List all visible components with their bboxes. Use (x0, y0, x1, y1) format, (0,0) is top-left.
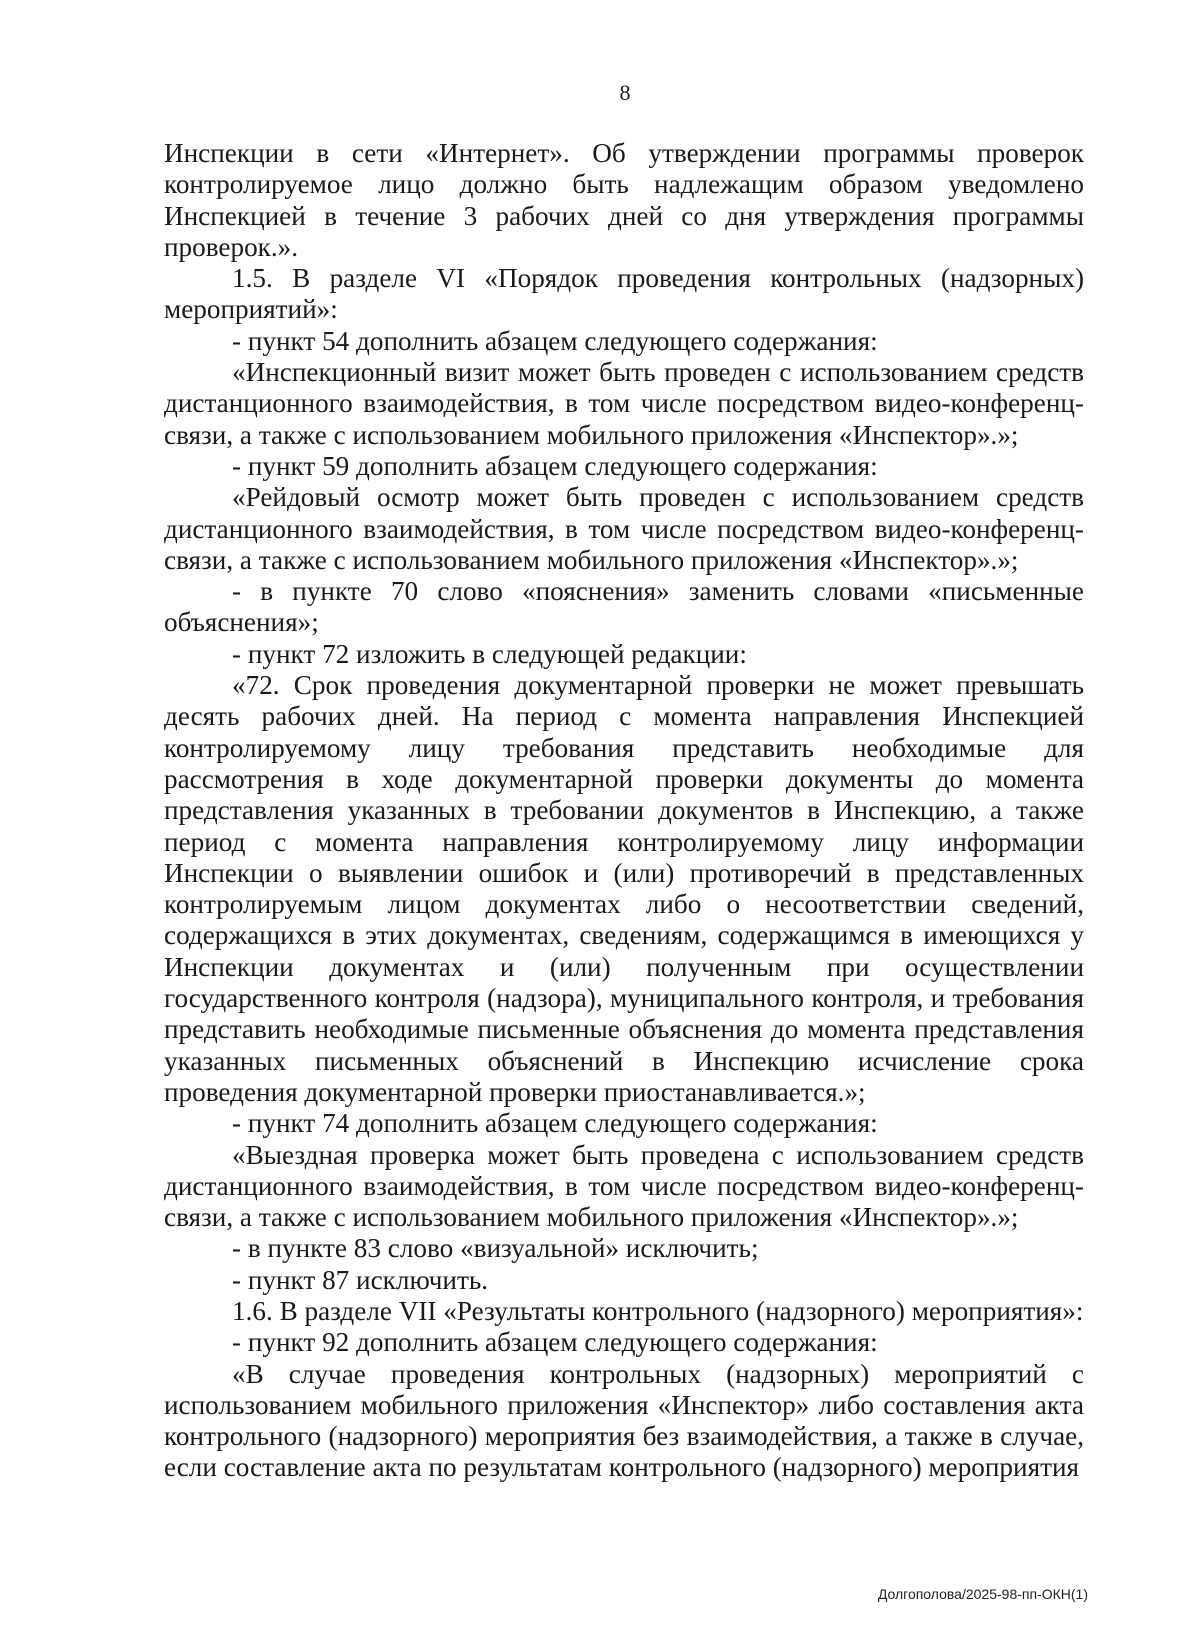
paragraph-item-54: - пункт 54 дополнить абзацем следующего содержания: (232, 325, 878, 356)
paragraph-quote-72: «72. Срок проведения документарной проверки не может превышать десять рабочих дней. На период с момента направления Инспекцией контролируемому лицу требования представить необходимые для рассмотрения в ходе документарной проверки документы до момента представления указанных в требовании документов в Инспекцию, а также период с момента направления контролируемому лицу информации Инспекции о выявлении ошибок и (или) противоречий в представленных контролируемым лицом документах либо о несоответствии сведений, содержащихся в этих документах, сведениям, содержащимся в имеющихся у Инспекции документах и (или) полученным при осуществлении государственного контроля (надзора), муниципального контроля, и требования представить необходимые письменные объяснения до момента представления указанных письменных объяснений в Инспекцию исчисление срока проведения документарной проверки приостанавливается.»; (164, 670, 1084, 1107)
paragraph-item-92: - пункт 92 дополнить абзацем следующего содержания: (232, 1327, 878, 1358)
document-footer-code: Долгополова/2025-98-пп-ОКН(1) (877, 1586, 1088, 1602)
paragraph-item-83: - в пункте 83 слово «визуальной» исключить; (232, 1233, 759, 1264)
paragraph-section-1-6: 1.6. В разделе VII «Результаты контрольного (надзорного) мероприятия»: (232, 1295, 1084, 1326)
paragraph-quote-59: «Рейдовый осмотр может быть проведен с использованием средств дистанционного взаимодействия, в том числе посредством видео-конференц-связи, а также с использованием мобильного приложения «Инспектор».»; (164, 482, 1084, 575)
paragraph-section-1-5: 1.5. В разделе VI «Порядок проведения контрольных (надзорных) мероприятий»: (164, 263, 1084, 325)
page-number: 8 (619, 80, 631, 105)
paragraph-quote-74: «Выездная проверка может быть проведена с использованием средств дистанционного взаимодействия, в том числе посредством видео-конференц-связи, а также с использованием мобильного приложения «Инспектор».»; (164, 1139, 1084, 1233)
paragraph-item-74: - пункт 74 дополнить абзацем следующего содержания: (232, 1108, 878, 1139)
paragraph-item-70: - в пункте 70 слово «пояснения» заменить словами «письменные объяснения»; (164, 576, 1084, 638)
document-body (164, 138, 1084, 1484)
paragraph-quote-54: «Инспекционный визит может быть проведен с использованием средств дистанционного взаимодействия, в том числе посредством видео-конференц-связи, а также с использованием мобильного приложения «Инспектор».»; (164, 357, 1084, 450)
paragraph-continuation: Инспекции в сети «Интернет». Об утверждении программы проверок контролируемое лицо должно быть надлежащим образом уведомлено Инспекцией в течение 3 рабочих дней со дня утверждения программы проверок.». (164, 138, 1084, 262)
paragraph-item-72: - пункт 72 изложить в следующей редакции: (232, 638, 747, 669)
paragraph-item-59: - пункт 59 дополнить абзацем следующего содержания: (232, 450, 878, 481)
paragraph-quote-92: «В случае проведения контрольных (надзорных) мероприятий с использованием мобильного приложения «Инспектор» либо составления акта контрольного (надзорного) мероприятия без взаимодействия, а также в случае, если составление акта по результатам контрольного (надзорного) мероприятия (164, 1358, 1084, 1483)
paragraph-item-87: - пункт 87 исключить. (232, 1264, 489, 1295)
